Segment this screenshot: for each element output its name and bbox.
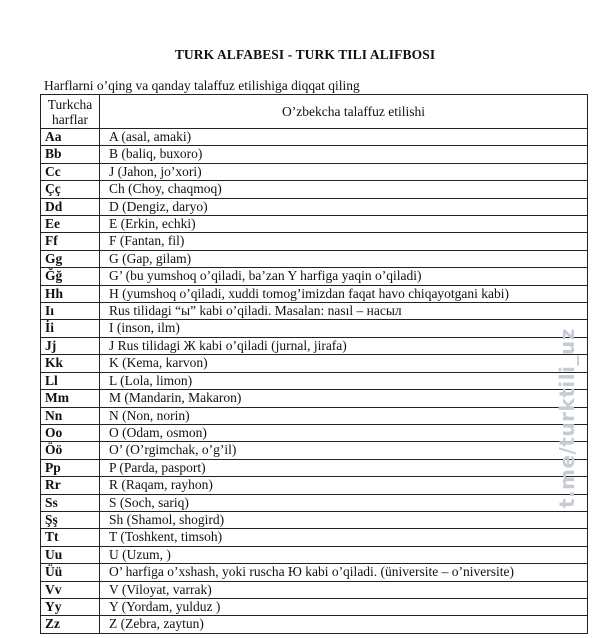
pronunciation-cell: K (Kema, karvon) <box>100 355 588 372</box>
header-col1-line1: Turkcha <box>47 96 93 112</box>
letter-cell: Ğğ <box>41 268 100 285</box>
pronunciation-cell: G’ (bu yumshoq o’qiladi, ba’zan Y harfiga yaqin o’qiladi) <box>100 268 588 285</box>
pronunciation-cell: M (Mandarin, Makaron) <box>100 390 588 407</box>
pronunciation-cell: G (Gap, gilam) <box>100 250 588 267</box>
header-col1-line2: harflar <box>52 111 88 127</box>
letter-cell: Kk <box>41 355 100 372</box>
page-title: TURK ALFABESI - TURK TILI ALIFBOSI <box>174 47 436 62</box>
letter-cell: Zz <box>41 616 100 633</box>
pronunciation-cell: O’ (O’rgimchak, o’g’il) <box>100 442 588 459</box>
letter-cell: Hh <box>41 285 100 302</box>
pronunciation-cell: O’ harfiga o’xshash, yoki ruscha Ю kabi o’qiladi. (üniversite – o’niversite) <box>100 564 588 581</box>
header-uzbek-pronunciation: O’zbekcha talaffuz etilishi <box>100 95 588 129</box>
table-body <box>41 129 588 634</box>
pronunciation-cell: L (Lola, limon) <box>100 372 588 389</box>
letter-cell: İi <box>41 320 100 337</box>
letter-cell: Nn <box>41 407 100 424</box>
pronunciation-cell: J (Jahon, jo’xori) <box>100 163 588 180</box>
table-header-row <box>41 95 588 129</box>
letter-cell: Jj <box>41 337 100 354</box>
letter-cell: Ss <box>41 494 100 511</box>
letter-cell: Bb <box>41 146 100 163</box>
table-row <box>41 268 588 285</box>
pronunciation-cell: H (yumshoq o’qiladi, xuddi tomog’imizdan faqat havo chiqayotgani kabi) <box>100 285 588 302</box>
pronunciation-cell: I (inson, ilm) <box>100 320 588 337</box>
letter-cell: Tt <box>41 529 100 546</box>
pronunciation-cell: V (Viloyat, varrak) <box>100 581 588 598</box>
pronunciation-cell: D (Dengiz, daryo) <box>100 198 588 215</box>
pronunciation-cell: Rus tilidagi “ы” kabi o’qiladi. Masalan: nasıl – насыл <box>100 303 588 320</box>
table-row <box>41 198 588 215</box>
pronunciation-cell: Z (Zebra, zaytun) <box>100 616 588 633</box>
letter-cell: Üü <box>41 564 100 581</box>
pronunciation-cell: E (Erkin, echki) <box>100 216 588 233</box>
pronunciation-cell: Ch (Choy, chaqmoq) <box>100 181 588 198</box>
instruction-text: Harflarni o’qing va qanday talaffuz etilishiga diqqat qiling <box>44 78 360 93</box>
pronunciation-cell: T (Toshkent, timsoh) <box>100 529 588 546</box>
letter-cell: Gg <box>41 250 100 267</box>
pronunciation-cell: Y (Yordam, yulduz ) <box>100 598 588 615</box>
letter-cell: Uu <box>41 546 100 563</box>
pronunciation-cell: R (Raqam, rayhon) <box>100 477 588 494</box>
table-row <box>41 564 588 581</box>
letter-cell: Iı <box>41 303 100 320</box>
letter-cell: Pp <box>41 459 100 476</box>
pronunciation-cell: N (Non, norin) <box>100 407 588 424</box>
letter-cell: Ff <box>41 233 100 250</box>
letter-cell: Dd <box>41 198 100 215</box>
table-row <box>41 494 588 511</box>
letter-cell: Cc <box>41 163 100 180</box>
pronunciation-cell: U (Uzum, ) <box>100 546 588 563</box>
table-row <box>41 424 588 441</box>
table-row <box>41 581 588 598</box>
table-row <box>41 146 588 163</box>
table-row <box>41 355 588 372</box>
table-row <box>41 372 588 389</box>
table-row <box>41 390 588 407</box>
pronunciation-cell: J Rus tilidagi Ж kabi o’qiladi (jurnal, jirafa) <box>100 337 588 354</box>
table-row <box>41 546 588 563</box>
table-row <box>41 216 588 233</box>
pronunciation-cell: F (Fantan, fil) <box>100 233 588 250</box>
table-row <box>41 511 588 528</box>
pronunciation-cell: S (Soch, sariq) <box>100 494 588 511</box>
letter-cell: Oo <box>41 424 100 441</box>
table-row <box>41 163 588 180</box>
pronunciation-cell: O (Odam, osmon) <box>100 424 588 441</box>
letter-cell: Ee <box>41 216 100 233</box>
table-row <box>41 529 588 546</box>
letter-cell: Rr <box>41 477 100 494</box>
letter-cell: Ll <box>41 372 100 389</box>
channel-watermark: t.me/turktili_uz <box>555 328 579 508</box>
table-row <box>41 598 588 615</box>
table-row <box>41 407 588 424</box>
pronunciation-cell: B (baliq, buxoro) <box>100 146 588 163</box>
pronunciation-cell: P (Parda, pasport) <box>100 459 588 476</box>
table-row <box>41 303 588 320</box>
letter-cell: Mm <box>41 390 100 407</box>
table-row <box>41 233 588 250</box>
table-row <box>41 459 588 476</box>
letter-cell: Aa <box>41 129 100 146</box>
table-row <box>41 250 588 267</box>
table-row <box>41 616 588 633</box>
pronunciation-cell: A (asal, amaki) <box>100 129 588 146</box>
letter-cell: Yy <box>41 598 100 615</box>
table-row <box>41 181 588 198</box>
letter-cell: Vv <box>41 581 100 598</box>
pronunciation-cell: Sh (Shamol, shogird) <box>100 511 588 528</box>
table-row <box>41 320 588 337</box>
alphabet-table <box>40 94 588 634</box>
letter-cell: Şş <box>41 511 100 528</box>
table-row <box>41 442 588 459</box>
header-turkish-letters <box>41 95 100 129</box>
letter-cell: Öö <box>41 442 100 459</box>
letter-cell: Çç <box>41 181 100 198</box>
table-row <box>41 285 588 302</box>
table-row <box>41 477 588 494</box>
table-row <box>41 129 588 146</box>
table-row <box>41 337 588 354</box>
